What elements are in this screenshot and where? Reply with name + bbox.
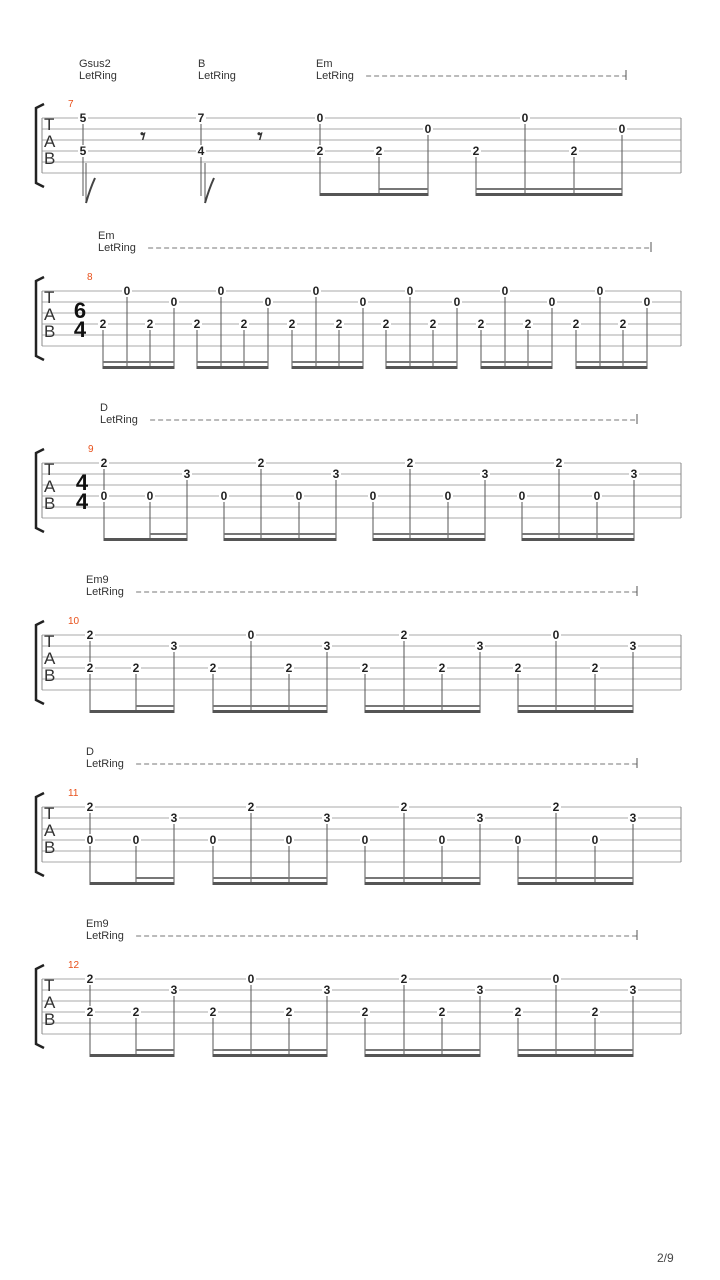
- fret-number: 0: [247, 628, 255, 642]
- time-signature-top: 6: [73, 298, 87, 323]
- fret-number: 2: [552, 800, 560, 814]
- tab-clef-letter: B: [44, 666, 56, 685]
- time-signature-top: 4: [75, 470, 89, 495]
- fret-number: 2: [375, 144, 383, 158]
- chord-name: Em9: [86, 574, 109, 586]
- beam-secondary: [476, 188, 622, 190]
- beam-primary: [213, 710, 327, 713]
- let-ring-label: LetRing: [100, 414, 138, 426]
- fret-number: 2: [86, 800, 94, 814]
- beam-primary: [365, 710, 480, 713]
- fret-number: 0: [264, 295, 272, 309]
- fret-number: 5: [79, 111, 87, 125]
- fret-number: 2: [400, 800, 408, 814]
- let-ring-label: LetRing: [86, 930, 124, 942]
- beam-primary: [476, 193, 622, 196]
- beam-primary: [518, 1054, 633, 1057]
- fret-number: 2: [335, 317, 343, 331]
- fret-number: 2: [555, 456, 563, 470]
- time-signature-bottom: 4: [73, 317, 87, 342]
- fret-number: 2: [288, 317, 296, 331]
- chord-name: Em: [316, 58, 333, 70]
- beam-primary: [213, 882, 327, 885]
- fret-number: 3: [323, 639, 331, 653]
- eighth-rest: 𝄾: [140, 126, 146, 148]
- fret-number: 3: [476, 983, 484, 997]
- fret-number: 2: [591, 661, 599, 675]
- eighth-rest: 𝄾: [257, 126, 263, 148]
- note-flag: [205, 178, 214, 203]
- fret-number: 2: [316, 144, 324, 158]
- fret-number: 2: [86, 1005, 94, 1019]
- let-ring-label: LetRing: [316, 70, 354, 82]
- beam-secondary: [379, 188, 428, 190]
- fret-number: 0: [100, 489, 108, 503]
- fret-number: 2: [514, 1005, 522, 1019]
- fret-number: 2: [193, 317, 201, 331]
- fret-number: 0: [518, 489, 526, 503]
- beam-primary: [90, 882, 174, 885]
- fret-number: 0: [406, 284, 414, 298]
- beam-primary: [518, 710, 633, 713]
- fret-number: 0: [359, 295, 367, 309]
- fret-number: 0: [312, 284, 320, 298]
- measure-number: 9: [88, 444, 94, 455]
- measure-number: 10: [68, 616, 80, 627]
- beam-primary: [320, 193, 428, 196]
- fret-number: 0: [361, 833, 369, 847]
- tab-clef-letter: B: [44, 494, 56, 513]
- fret-number: 0: [209, 833, 217, 847]
- system-bracket: [36, 793, 44, 876]
- measure-number: 8: [87, 272, 93, 283]
- beam-secondary: [150, 533, 187, 535]
- fret-number: 2: [361, 1005, 369, 1019]
- tab-clef-letter: A: [44, 305, 56, 324]
- fret-number: 2: [240, 317, 248, 331]
- fret-number: 7: [197, 111, 205, 125]
- fret-number: 0: [643, 295, 651, 309]
- fret-number: 0: [514, 833, 522, 847]
- let-ring-label: LetRing: [86, 586, 124, 598]
- tab-clef-letter: A: [44, 821, 56, 840]
- fret-number: 3: [629, 811, 637, 825]
- measure-number: 11: [68, 788, 79, 799]
- chord-name: Em9: [86, 918, 109, 930]
- fret-number: 0: [295, 489, 303, 503]
- fret-number: 2: [257, 456, 265, 470]
- fret-number: 3: [170, 811, 178, 825]
- fret-number: 3: [476, 639, 484, 653]
- chord-name: Em: [98, 230, 115, 242]
- fret-number: 0: [593, 489, 601, 503]
- tab-clef-letter: T: [44, 288, 55, 307]
- fret-number: 3: [332, 467, 340, 481]
- beam-primary: [90, 710, 174, 713]
- fret-number: 2: [472, 144, 480, 158]
- let-ring-label: LetRing: [198, 70, 236, 82]
- beam-secondary: [365, 705, 480, 707]
- beam-secondary: [292, 361, 363, 363]
- beam-primary: [373, 538, 485, 541]
- fret-number: 2: [209, 1005, 217, 1019]
- fret-number: 0: [170, 295, 178, 309]
- beam-primary: [518, 882, 633, 885]
- beam-secondary: [365, 877, 480, 879]
- fret-number: 0: [220, 489, 228, 503]
- beam-primary: [481, 366, 552, 369]
- system-bracket: [36, 965, 44, 1048]
- fret-number: 2: [285, 1005, 293, 1019]
- system-bracket: [36, 104, 44, 187]
- system-bracket: [36, 449, 44, 532]
- system-bracket: [36, 621, 44, 704]
- fret-number: 3: [481, 467, 489, 481]
- fret-number: 2: [86, 661, 94, 675]
- beam-secondary: [213, 1049, 327, 1051]
- fret-number: 0: [552, 972, 560, 986]
- beam-secondary: [518, 877, 633, 879]
- fret-number: 0: [132, 833, 140, 847]
- tab-clef-letter: A: [44, 132, 56, 151]
- beam-secondary: [522, 533, 634, 535]
- beam-primary: [522, 538, 634, 541]
- fret-number: 0: [146, 489, 154, 503]
- beam-secondary: [197, 361, 268, 363]
- fret-number: 0: [521, 111, 529, 125]
- fret-number: 0: [217, 284, 225, 298]
- tab-clef-letter: B: [44, 1010, 56, 1029]
- fret-number: 0: [123, 284, 131, 298]
- fret-number: 3: [476, 811, 484, 825]
- beam-secondary: [213, 705, 327, 707]
- chord-name: B: [198, 58, 206, 70]
- measure-number: 12: [68, 960, 80, 971]
- system-bracket: [36, 277, 44, 360]
- tab-clef-letter: T: [44, 460, 55, 479]
- fret-number: 0: [618, 122, 626, 136]
- fret-number: 2: [438, 661, 446, 675]
- fret-number: 4: [197, 144, 205, 158]
- beam-primary: [292, 366, 363, 369]
- beam-secondary: [481, 361, 552, 363]
- beam-secondary: [136, 1049, 174, 1051]
- fret-number: 2: [438, 1005, 446, 1019]
- measure-number: 7: [68, 99, 74, 110]
- fret-number: 0: [424, 122, 432, 136]
- fret-number: 3: [170, 983, 178, 997]
- tab-clef-letter: T: [44, 804, 55, 823]
- note-flag: [86, 178, 95, 203]
- tab-clef-letter: B: [44, 322, 56, 341]
- beam-secondary: [518, 1049, 633, 1051]
- beam-primary: [386, 366, 457, 369]
- tab-clef-letter: B: [44, 149, 56, 168]
- beam-secondary: [518, 705, 633, 707]
- fret-number: 3: [630, 467, 638, 481]
- fret-number: 0: [444, 489, 452, 503]
- beam-primary: [365, 882, 480, 885]
- fret-number: 2: [382, 317, 390, 331]
- page-number: 2/9: [657, 1251, 674, 1265]
- chord-name: D: [100, 402, 108, 414]
- fret-number: 0: [369, 489, 377, 503]
- chord-name: D: [86, 746, 94, 758]
- fret-number: 0: [548, 295, 556, 309]
- fret-number: 2: [146, 317, 154, 331]
- fret-number: 2: [86, 972, 94, 986]
- tab-clef-letter: T: [44, 632, 55, 651]
- beam-secondary: [576, 361, 647, 363]
- fret-number: 2: [572, 317, 580, 331]
- beam-primary: [197, 366, 268, 369]
- fret-number: 2: [406, 456, 414, 470]
- time-signature-bottom: 4: [75, 489, 89, 514]
- beam-secondary: [386, 361, 457, 363]
- beam-primary: [104, 538, 187, 541]
- beam-secondary: [103, 361, 174, 363]
- fret-number: 2: [86, 628, 94, 642]
- let-ring-label: LetRing: [79, 70, 117, 82]
- beam-secondary: [136, 877, 174, 879]
- beam-primary: [576, 366, 647, 369]
- fret-number: 2: [100, 456, 108, 470]
- fret-number: 2: [400, 972, 408, 986]
- fret-number: 3: [183, 467, 191, 481]
- fret-number: 2: [619, 317, 627, 331]
- fret-number: 0: [285, 833, 293, 847]
- fret-number: 2: [132, 1005, 140, 1019]
- let-ring-label: LetRing: [86, 758, 124, 770]
- fret-number: 3: [629, 983, 637, 997]
- fret-number: 0: [453, 295, 461, 309]
- beam-primary: [103, 366, 174, 369]
- fret-number: 2: [400, 628, 408, 642]
- tab-clef-letter: A: [44, 477, 56, 496]
- fret-number: 2: [247, 800, 255, 814]
- beam-secondary: [213, 877, 327, 879]
- fret-number: 0: [316, 111, 324, 125]
- fret-number: 2: [477, 317, 485, 331]
- beam-secondary: [365, 1049, 480, 1051]
- fret-number: 2: [132, 661, 140, 675]
- fret-number: 2: [570, 144, 578, 158]
- beam-primary: [90, 1054, 174, 1057]
- beam-primary: [365, 1054, 480, 1057]
- fret-number: 2: [591, 1005, 599, 1019]
- fret-number: 2: [209, 661, 217, 675]
- beam-secondary: [373, 533, 485, 535]
- beam-primary: [224, 538, 336, 541]
- chord-name: Gsus2: [79, 58, 111, 70]
- fret-number: 3: [323, 811, 331, 825]
- fret-number: 3: [170, 639, 178, 653]
- fret-number: 0: [596, 284, 604, 298]
- fret-number: 2: [99, 317, 107, 331]
- beam-primary: [213, 1054, 327, 1057]
- fret-number: 0: [501, 284, 509, 298]
- fret-number: 0: [438, 833, 446, 847]
- tab-clef-letter: B: [44, 838, 56, 857]
- fret-number: 5: [79, 144, 87, 158]
- fret-number: 0: [86, 833, 94, 847]
- let-ring-label: LetRing: [98, 242, 136, 254]
- fret-number: 2: [361, 661, 369, 675]
- tab-clef-letter: A: [44, 993, 56, 1012]
- tab-clef-letter: A: [44, 649, 56, 668]
- fret-number: 0: [247, 972, 255, 986]
- fret-number: 0: [591, 833, 599, 847]
- beam-secondary: [224, 533, 336, 535]
- tab-clef-letter: T: [44, 115, 55, 134]
- fret-number: 3: [323, 983, 331, 997]
- fret-number: 2: [514, 661, 522, 675]
- fret-number: 3: [629, 639, 637, 653]
- fret-number: 2: [285, 661, 293, 675]
- tab-clef-letter: T: [44, 976, 55, 995]
- beam-secondary: [136, 705, 174, 707]
- fret-number: 2: [524, 317, 532, 331]
- fret-number: 2: [429, 317, 437, 331]
- fret-number: 0: [552, 628, 560, 642]
